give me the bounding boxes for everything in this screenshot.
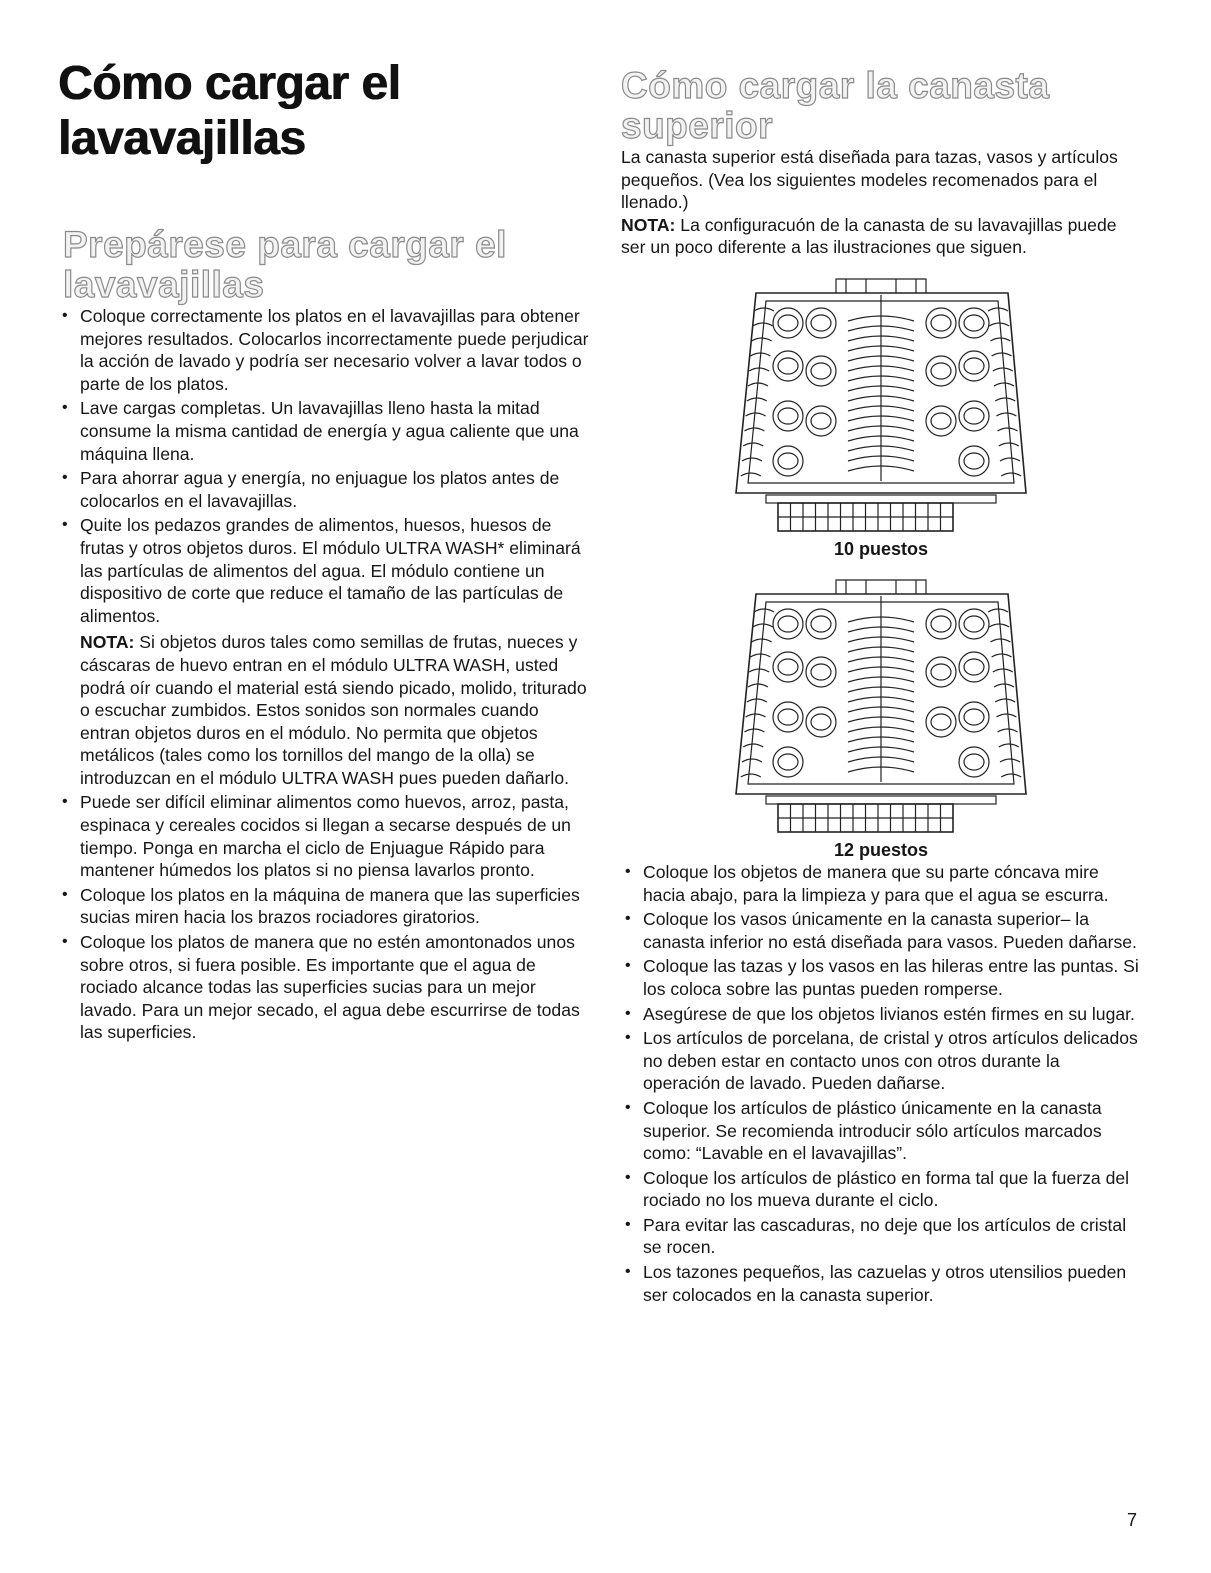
list-item: • Puede ser difícil eliminar alimentos como huevos, arroz, pasta, espinaca y cereales cocidos si llegan a secarse después de un tiempo. Ponga en marcha el ciclo de Enjuague Rápido para mantener húmedos los platos si no piensa lavarlos pronto. [58,791,593,881]
right-column [621,66,1141,1308]
note-label: NOTA: [621,214,676,235]
list-item: • Coloque los artículos de plástico en forma tal que la fuerza del rociado no los mueva durante el ciclo. [621,1167,1141,1212]
list-item: • Los artículos de porcelana, de cristal y otros artículos delicados no deben estar en contacto unos con otros durante la operación de lavado. Pueden dañarse. [621,1027,1141,1095]
note-label: NOTA: [80,632,135,653]
left-column [58,56,593,1046]
upper-rack-12-place-illustration [726,572,1036,837]
list-item: • Coloque los platos de manera que no estén amontonados unos sobre otros, si fuera posible. Es importante que el agua de rociado alcance todas las superficies sucias para un mejor lavado. Para un mejor secado, el agua debe escurrirse de todas las superficies. [58,931,593,1044]
list-item: • Para ahorrar agua y energía, no enjuague los platos antes de colocarlos en el lavavajillas. [58,467,593,512]
page-number: 7 [1127,1510,1138,1530]
list-item: • Coloque los objetos de manera que su parte cóncava mire hacia abajo, para la limpieza y para que el agua se escurra. [621,861,1141,906]
list-item: • Asegúrese de que los objetos livianos estén firmes en su lugar. [621,1003,1141,1026]
note-text: La configuracuón de la canasta de su lavavajillas puede ser un poco diferente a las ilustraciones que siguen. [621,214,1117,258]
list-item: • Los tazones pequeños, las cazuelas y otros utensilios pueden ser colocados en la canasta superior. [621,1261,1141,1306]
figure-10-place [621,271,1141,560]
note-block [621,214,1141,259]
section-heading-prepare: Prepárese para cargar el lavavajillas [63,224,507,305]
list-item: • Coloque las tazas y los vasos en las hileras entre las puntas. Si los coloca sobre las puntas pueden romperse. [621,955,1141,1000]
list-item [58,514,593,789]
list-item-text: Quite los pedazos grandes de alimentos, huesos, huesos de frutas y otros objetos duros. El módulo ULTRA WASH* eliminará las partículas de alimentos del agua. El módulo contiene un dispositivo de corte que reduce el tamaño de las partículas de alimentos. [80,515,581,626]
list-item: • Coloque correctamente los platos en el lavavajillas para obtener mejores resultados. Colocarlos incorrectamente puede perjudicar la acción de lavado y podría ser necesario volver a lavar todos o parte de los platos. [58,305,593,395]
page-title: Cómo cargar el lavavajillas [58,57,401,165]
section-heading-upper-rack: Cómo cargar la canasta superior [621,65,1050,146]
list-item: • Coloque los artículos de plástico únicamente en la canasta superior. Se recomienda introducir sólo artículos marcados como: “Lavable en el lavavajillas”. [621,1097,1141,1165]
prepare-bullet-list [58,305,593,1044]
upper-rack-10-place-illustration [726,271,1036,536]
list-item: • Lave cargas completas. Un lavavajillas lleno hasta la mitad consume la misma cantidad de energía y agua caliente que una máquina llena. [58,397,593,465]
upper-rack-bullet-list [621,861,1141,1306]
note-block [80,631,593,789]
figure-caption: 12 puestos [833,839,929,860]
figure-caption: 10 puestos [833,538,929,559]
list-item: • Coloque los vasos únicamente en la canasta superior– la canasta inferior no está diseñada para vasos. Pueden dañarse. [621,908,1141,953]
figure-12-place [621,572,1141,861]
note-text: Si objetos duros tales como semillas de frutas, nueces y cáscaras de huevo entran en el módulo ULTRA WASH, usted podrá oír cuando el material está siendo picado, molido, triturado o escuchar zumbidos. Estos sonidos son normales cuando entran objetos duros en el módulo. No permita que objetos metálicos (tales como los tornillos del mango de la olla) se introduzcan en el módulo ULTRA WASH pues pueden dañarlo. [80,632,587,788]
list-item: • Coloque los platos en la máquina de manera que las superficies sucias miren hacia los brazos rociadores giratorios. [58,884,593,929]
list-item: • Para evitar las cascaduras, no deje que los artículos de cristal se rocen. [621,1214,1141,1259]
intro-paragraph: La canasta superior está diseñada para tazas, vasos y artículos pequeños. (Vea los siguientes modeles recomenados para el llenado.) [621,147,1118,213]
